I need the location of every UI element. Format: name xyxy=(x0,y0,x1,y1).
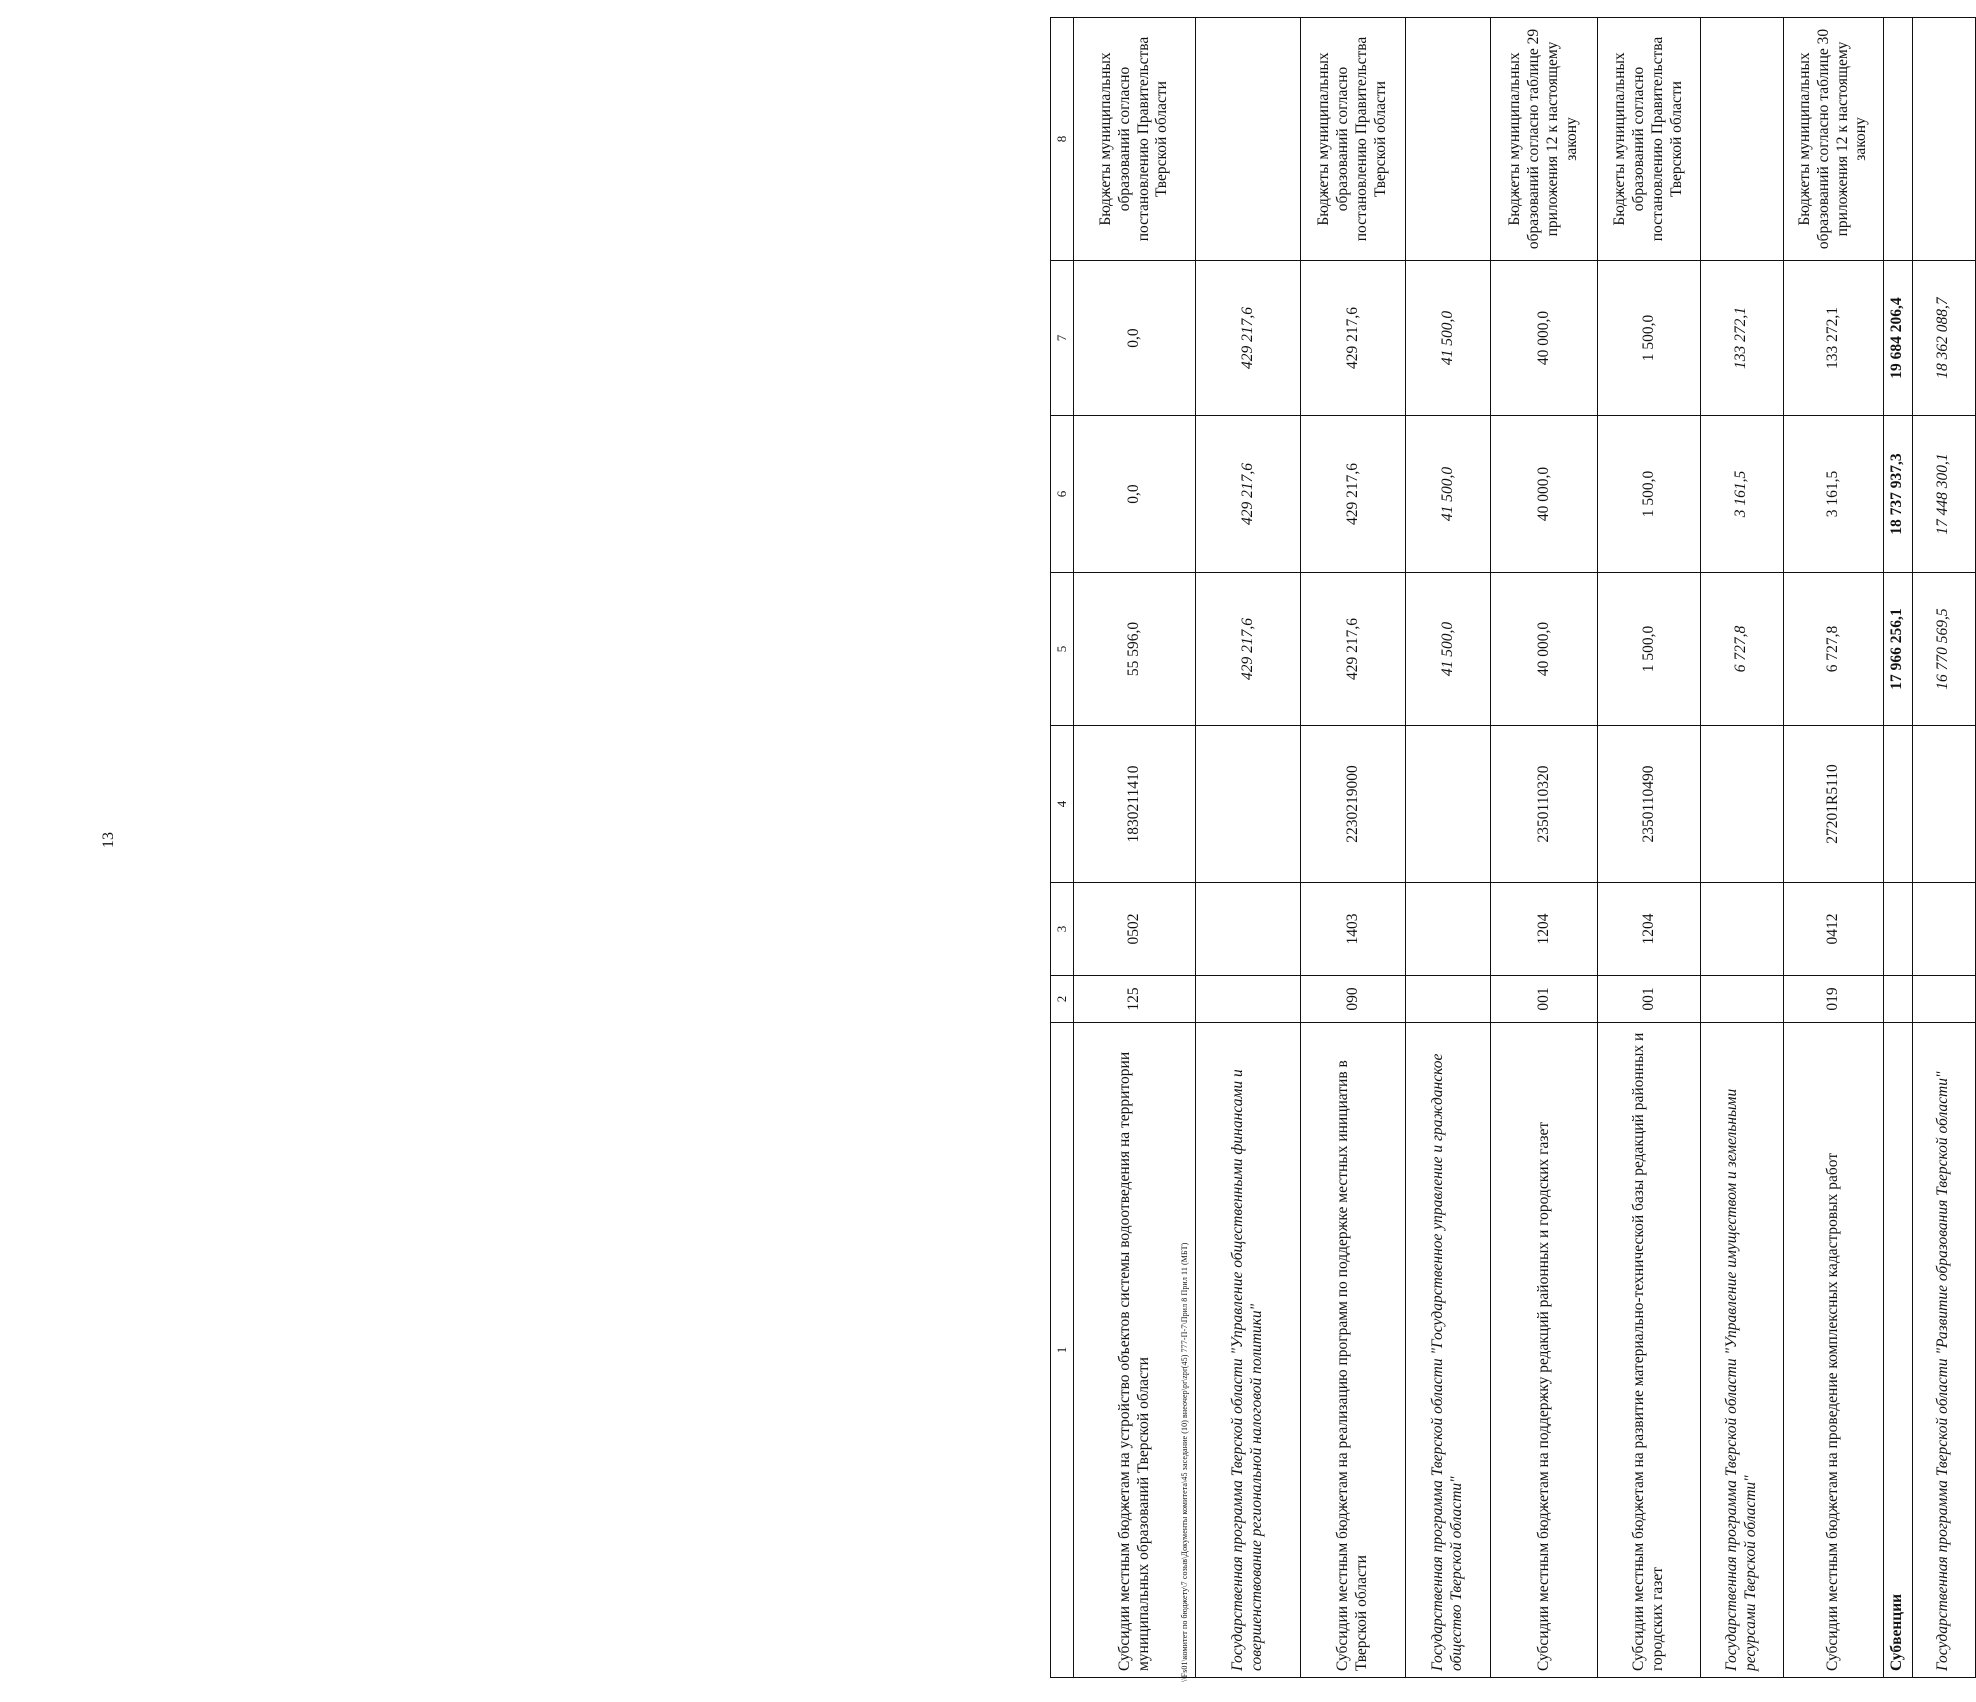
row-note: Бюджеты муниципальных образований согласно постановлению Правительства Тверской области xyxy=(1301,18,1406,261)
row-name: Государственная программа Тверской области "Государственное управление и гражданское общество Тверской области" xyxy=(1405,1023,1490,1678)
page-number: 13 xyxy=(100,832,117,848)
row-code-2: 090 xyxy=(1301,976,1406,1023)
row-code-2 xyxy=(1700,976,1783,1023)
row-value-7: 1 500,0 xyxy=(1598,261,1701,416)
table-row xyxy=(1196,18,1301,1678)
row-code-2: 001 xyxy=(1491,976,1598,1023)
row-value-5: 41 500,0 xyxy=(1405,573,1490,726)
row-code-4 xyxy=(1700,726,1783,883)
row-name: Государственная программа Тверской области "Развитие образования Тверской области" xyxy=(1912,1023,1975,1678)
row-code-4: 2350110490 xyxy=(1598,726,1701,883)
row-note xyxy=(1405,18,1490,261)
row-value-5: 40 000,0 xyxy=(1491,573,1598,726)
header-col-7: 7 xyxy=(1051,261,1074,416)
row-value-5: 55 596,0 xyxy=(1073,573,1195,726)
row-note xyxy=(1912,18,1975,261)
row-value-7: 18 362 088,7 xyxy=(1912,261,1975,416)
row-code-4: 27201R5110 xyxy=(1783,726,1883,883)
row-value-6: 17 448 300,1 xyxy=(1912,416,1975,573)
row-code-4: 1830211410 xyxy=(1073,726,1195,883)
row-value-5: 16 770 569,5 xyxy=(1912,573,1975,726)
header-col-4: 4 xyxy=(1051,726,1074,883)
row-code-2 xyxy=(1912,976,1975,1023)
row-code-3: 1403 xyxy=(1301,883,1406,976)
row-code-2 xyxy=(1196,976,1301,1023)
header-col-1: 1 xyxy=(1051,1023,1074,1678)
row-code-3: 0412 xyxy=(1783,883,1883,976)
row-code-3: 1204 xyxy=(1491,883,1598,976)
row-code-4 xyxy=(1884,726,1912,883)
row-value-7: 19 684 206,4 xyxy=(1884,261,1912,416)
table-row xyxy=(1405,18,1490,1678)
row-code-2 xyxy=(1884,976,1912,1023)
row-value-7: 40 000,0 xyxy=(1491,261,1598,416)
row-value-7: 0,0 xyxy=(1073,261,1195,416)
row-code-4 xyxy=(1912,726,1975,883)
row-name: Субсидии местным бюджетам на развитие материально-технической базы редакций районных и городских газет xyxy=(1598,1023,1701,1678)
row-value-7: 133 272,1 xyxy=(1700,261,1783,416)
table-header-row xyxy=(1051,18,1074,1678)
row-value-6: 429 217,6 xyxy=(1196,416,1301,573)
row-note: Бюджеты муниципальных образований согласно таблице 29 приложения 12 к настоящему закону xyxy=(1491,18,1598,261)
row-note xyxy=(1884,18,1912,261)
row-name: Государственная программа Тверской области "Управление общественными финансами и совершенствование региональной налоговой политики" xyxy=(1196,1023,1301,1678)
header-col-6: 6 xyxy=(1051,416,1074,573)
row-name: Субсидии местным бюджетам на поддержку редакций районных и городских газет xyxy=(1491,1023,1598,1678)
row-value-5: 1 500,0 xyxy=(1598,573,1701,726)
row-note: Бюджеты муниципальных образований согласно постановлению Правительства Тверской области xyxy=(1598,18,1701,261)
table-row xyxy=(1491,18,1598,1678)
row-value-7: 429 217,6 xyxy=(1301,261,1406,416)
row-value-6: 3 161,5 xyxy=(1783,416,1883,573)
table-row xyxy=(1783,18,1883,1678)
header-col-8: 8 xyxy=(1051,18,1074,261)
row-code-4 xyxy=(1196,726,1301,883)
row-name: Государственная программа Тверской области "Управление имуществом и земельными ресурсами Тверской области" xyxy=(1700,1023,1783,1678)
row-note xyxy=(1196,18,1301,261)
row-value-6: 3 161,5 xyxy=(1700,416,1783,573)
table-row xyxy=(1073,18,1195,1678)
table-row xyxy=(1912,18,1975,1678)
row-name: Субсидии местным бюджетам на устройство объектов системы водоотведения на территории муниципальных образований Тверской области xyxy=(1073,1023,1195,1678)
row-value-6: 41 500,0 xyxy=(1405,416,1490,573)
row-value-5: 17 966 256,1 xyxy=(1884,573,1912,726)
footer-file-path: \\Fs01\комитет по бюджету\7 созыв\Документы комитета\45 заседание (10) внеочер\pr\zpr(45) 777-П-7\Прил 8 Прил 11 (МБТ) xyxy=(1180,1242,1189,1682)
row-code-2 xyxy=(1405,976,1490,1023)
row-value-7: 429 217,6 xyxy=(1196,261,1301,416)
row-code-4: 2230219000 xyxy=(1301,726,1406,883)
row-value-5: 429 217,6 xyxy=(1301,573,1406,726)
row-code-3 xyxy=(1405,883,1490,976)
row-value-6: 18 737 937,3 xyxy=(1884,416,1912,573)
row-note: Бюджеты муниципальных образований согласно таблице 30 приложения 12 к настоящему закону xyxy=(1783,18,1883,261)
row-value-6: 429 217,6 xyxy=(1301,416,1406,573)
row-code-3 xyxy=(1912,883,1975,976)
row-value-6: 0,0 xyxy=(1073,416,1195,573)
header-col-5: 5 xyxy=(1051,573,1074,726)
row-code-2: 125 xyxy=(1073,976,1195,1023)
row-value-5: 6 727,8 xyxy=(1700,573,1783,726)
row-note: Бюджеты муниципальных образований согласно постановлению Правительства Тверской области xyxy=(1073,18,1195,261)
row-code-3 xyxy=(1700,883,1783,976)
row-value-5: 429 217,6 xyxy=(1196,573,1301,726)
table-row xyxy=(1301,18,1406,1678)
row-code-4 xyxy=(1405,726,1490,883)
row-name: Субсидии местным бюджетам на реализацию программ по поддержке местных инициатив в Тверской области xyxy=(1301,1023,1406,1678)
table-row xyxy=(1884,18,1912,1678)
row-code-4: 2350110320 xyxy=(1491,726,1598,883)
row-code-3: 0502 xyxy=(1073,883,1195,976)
row-value-6: 1 500,0 xyxy=(1598,416,1701,573)
table-row xyxy=(1700,18,1783,1678)
row-code-3 xyxy=(1196,883,1301,976)
row-name: Субсидии местным бюджетам на проведение комплексных кадастровых работ xyxy=(1783,1023,1883,1678)
row-note xyxy=(1700,18,1783,261)
header-col-2: 2 xyxy=(1051,976,1074,1023)
row-name: Субвенции xyxy=(1884,1023,1912,1678)
row-code-3: 1204 xyxy=(1598,883,1701,976)
row-code-3 xyxy=(1884,883,1912,976)
row-value-6: 40 000,0 xyxy=(1491,416,1598,573)
row-code-2: 001 xyxy=(1598,976,1701,1023)
table-row xyxy=(1598,18,1701,1678)
row-value-7: 133 272,1 xyxy=(1783,261,1883,416)
header-col-3: 3 xyxy=(1051,883,1074,976)
row-value-5: 6 727,8 xyxy=(1783,573,1883,726)
row-code-2: 019 xyxy=(1783,976,1883,1023)
row-value-7: 41 500,0 xyxy=(1405,261,1490,416)
